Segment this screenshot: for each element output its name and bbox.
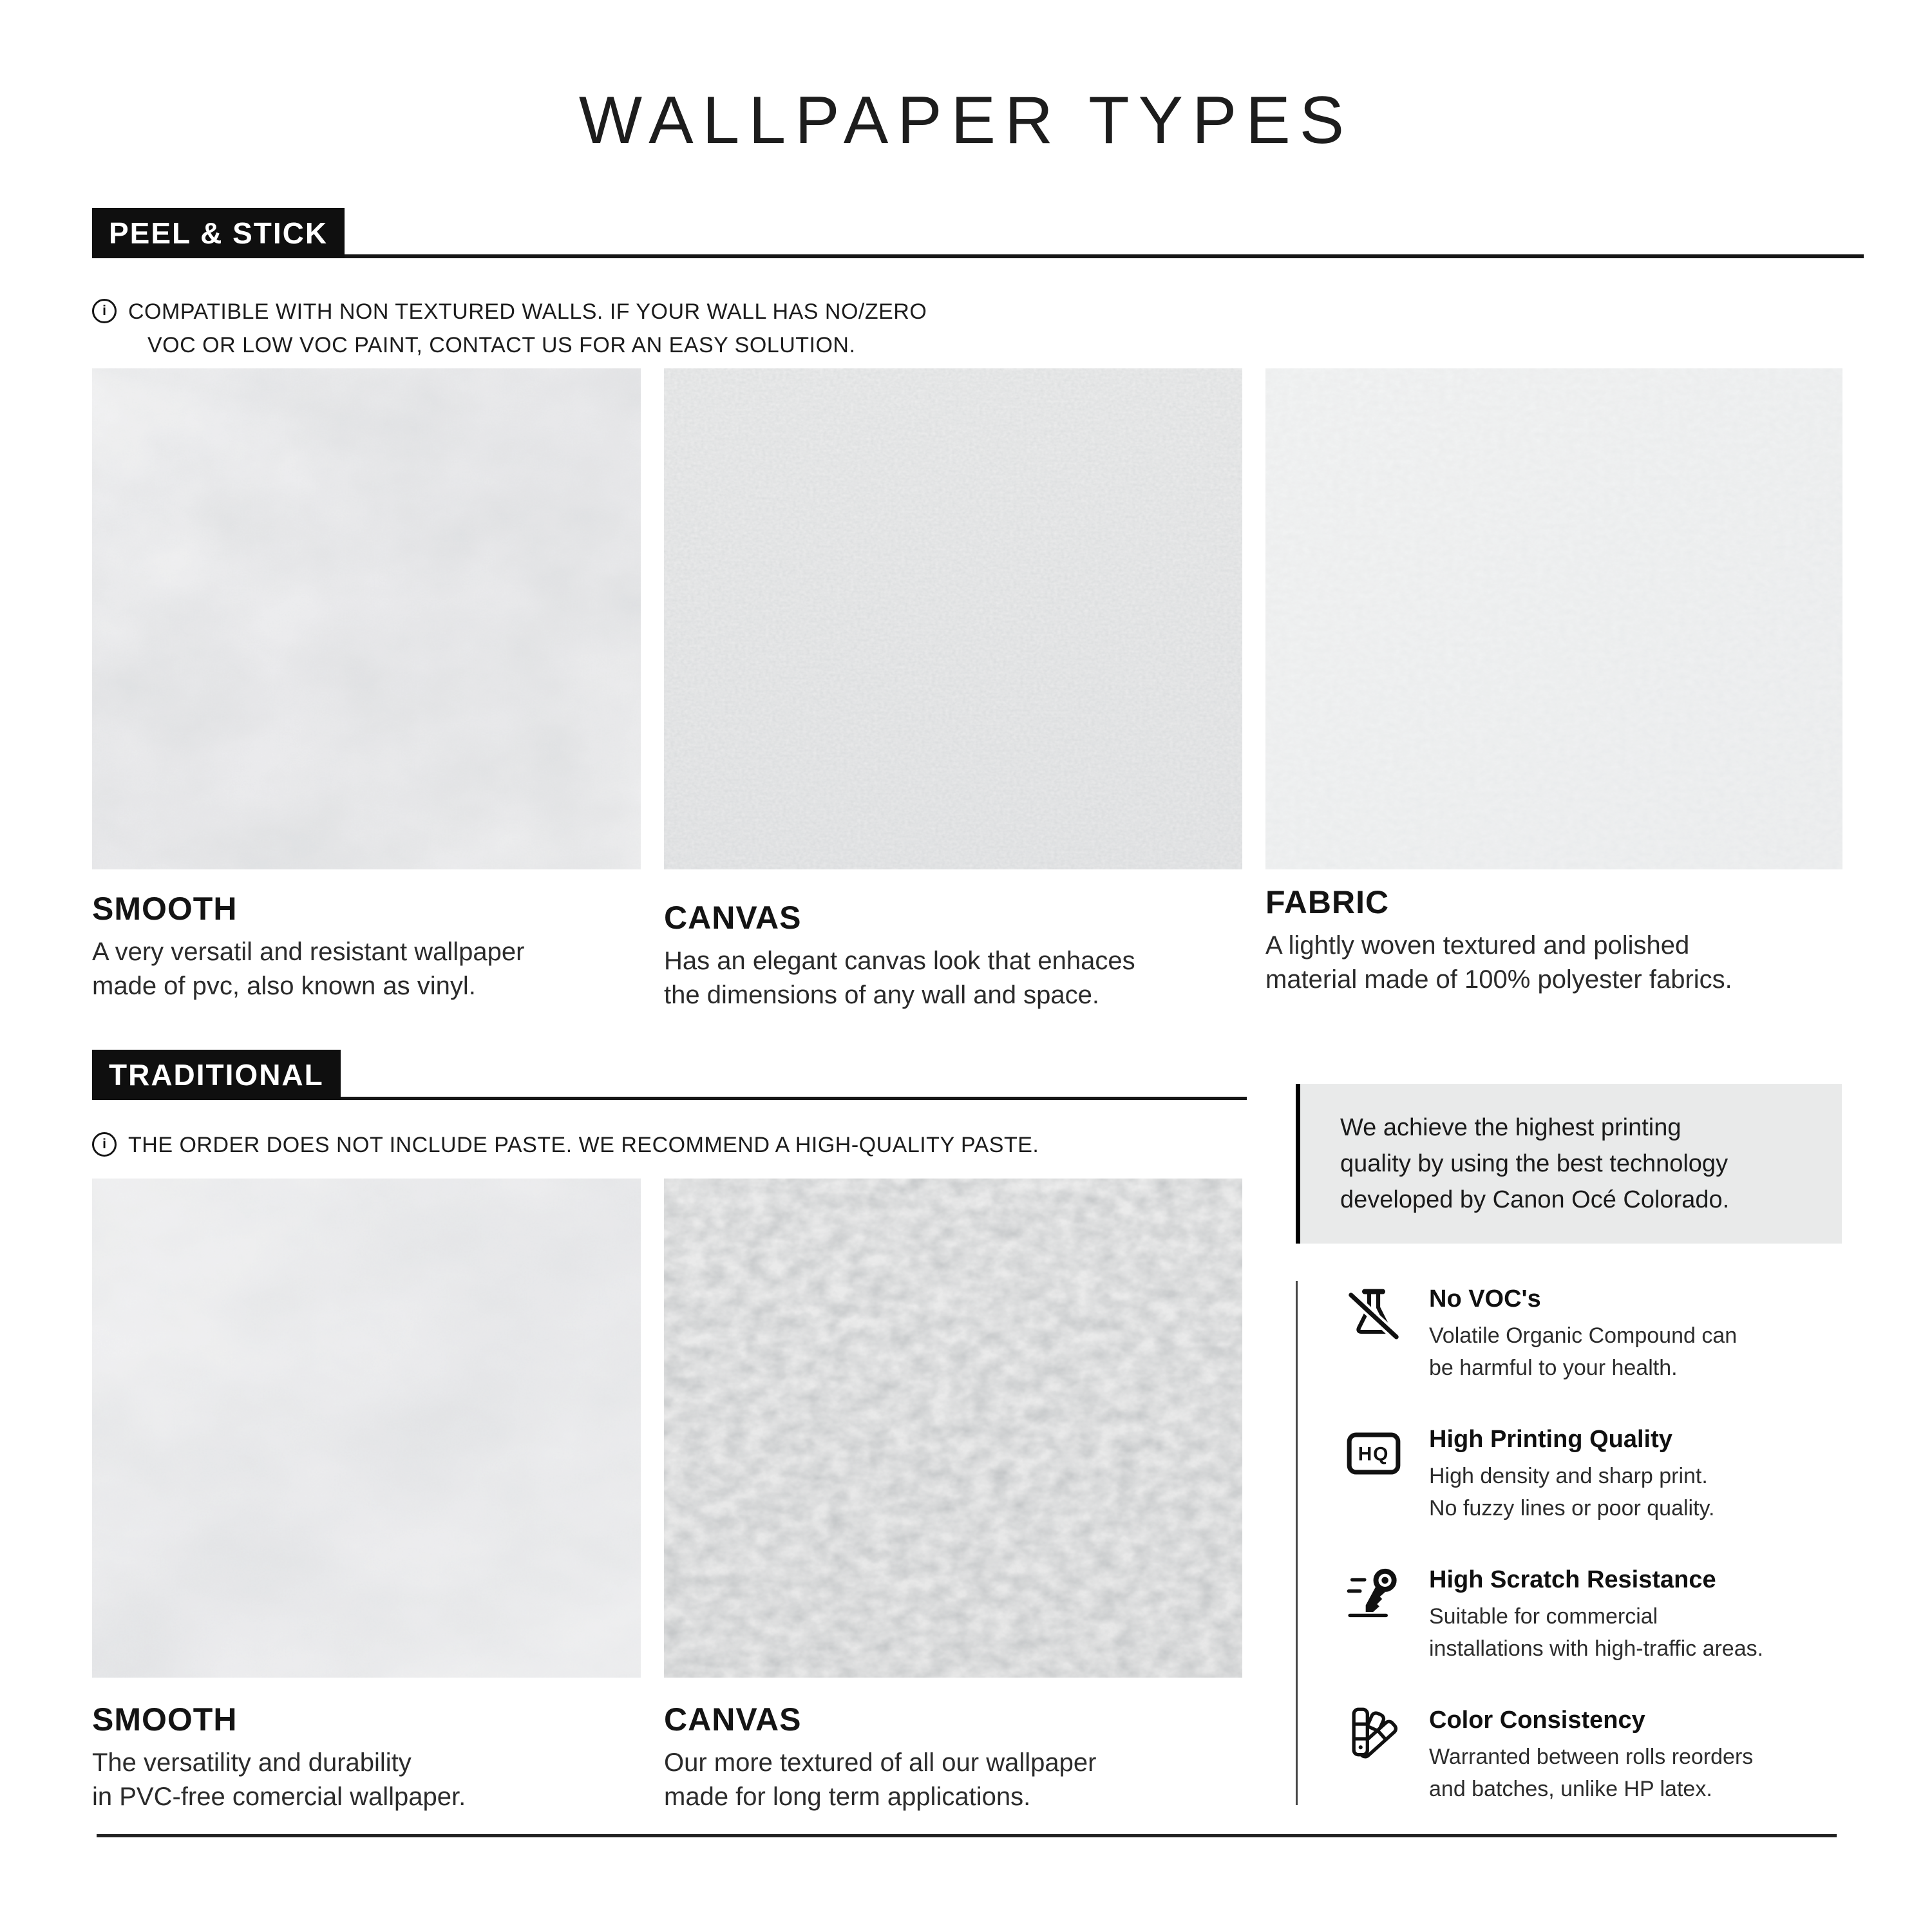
swatch-name: SMOOTH <box>92 891 238 927</box>
swatch-name: FABRIC <box>1265 884 1390 920</box>
desc-line: the dimensions of any wall and space. <box>664 981 1099 1009</box>
section-tag-peel-stick: PEEL & STICK <box>92 208 345 258</box>
note-line: COMPATIBLE WITH NON TEXTURED WALLS. IF YOUR WALL HAS NO/ZERO <box>128 299 927 324</box>
desc-line: The versatility and durability <box>92 1748 412 1777</box>
info-glyph: i <box>102 1137 106 1151</box>
info-icon <box>92 299 117 323</box>
swatch-label-smooth-peel <box>92 893 641 1012</box>
swatch-photo-canvas-peel <box>664 368 1242 869</box>
quality-line: developed by Canon Océ Colorado. <box>1340 1186 1730 1213</box>
info-glyph: i <box>102 303 106 318</box>
swatch-label-smooth-traditional <box>92 1703 641 1814</box>
note-peel-stick-text <box>128 295 927 362</box>
page-title: WALLPAPER TYPES <box>578 83 1354 158</box>
feature-list <box>1296 1281 1842 1805</box>
desc-line: be harmful to your health. <box>1429 1356 1678 1380</box>
feature-description <box>1429 1600 1763 1665</box>
note-traditional <box>92 1128 1039 1162</box>
feature-color-consistency <box>1345 1706 1842 1805</box>
swatch-name: CANVAS <box>664 900 802 936</box>
feature-description <box>1429 1460 1714 1524</box>
swatch-photo-fabric-peel <box>1265 368 1842 869</box>
swatch-name: SMOOTH <box>92 1701 238 1738</box>
swatch-photo-smooth-traditional <box>92 1179 641 1678</box>
desc-line: Our more textured of all our wallpaper <box>664 1748 1097 1777</box>
desc-line: Has an elegant canvas look that enhaces <box>664 947 1135 975</box>
feature-no-voc <box>1345 1285 1842 1384</box>
feature-title: High Printing Quality <box>1429 1426 1672 1453</box>
desc-line: material made of 100% polyester fabrics. <box>1265 965 1732 994</box>
desc-line: made of pvc, also known as vinyl. <box>92 972 476 1000</box>
swatch-photo-smooth-peel <box>92 368 641 869</box>
feature-text <box>1429 1425 1714 1524</box>
feature-text <box>1429 1706 1753 1805</box>
swatch-row-traditional <box>92 1179 1242 1678</box>
desc-line: Suitable for commercial <box>1429 1604 1658 1629</box>
labels-row-peel-stick <box>92 884 1842 1012</box>
section-tag-traditional: TRADITIONAL <box>92 1050 341 1100</box>
feature-title: Color Consistency <box>1429 1707 1645 1734</box>
note-line: VOC OR LOW VOC PAINT, CONTACT US FOR AN EASY SOLUTION. <box>147 333 856 357</box>
desc-line: No fuzzy lines or poor quality. <box>1429 1496 1715 1520</box>
swatch-description <box>92 935 641 1003</box>
feature-title: High Scratch Resistance <box>1429 1566 1716 1593</box>
desc-line: and batches, unlike HP latex. <box>1429 1777 1712 1801</box>
swatch-row-peel-stick <box>92 368 1842 869</box>
feature-high-scratch-resistance <box>1345 1566 1842 1665</box>
desc-line: made for long term applications. <box>664 1783 1031 1811</box>
swatch-label-fabric-peel <box>1265 886 1842 1012</box>
desc-line: A lightly woven textured and polished <box>1265 931 1690 960</box>
scratch-key-icon <box>1345 1566 1402 1622</box>
desc-line: in PVC-free comercial wallpaper. <box>92 1783 466 1811</box>
quality-line: We achieve the highest printing <box>1340 1114 1681 1141</box>
swatch-label-canvas-traditional <box>664 1703 1242 1814</box>
swatch-description <box>664 944 1242 1012</box>
quality-line: quality by using the best technology <box>1340 1150 1728 1177</box>
feature-description <box>1429 1741 1753 1805</box>
hq-badge-icon <box>1345 1425 1402 1482</box>
note-line: THE ORDER DOES NOT INCLUDE PASTE. WE RECOMMEND A HIGH-QUALITY PASTE. <box>128 1133 1039 1157</box>
no-voc-flask-icon <box>1345 1285 1402 1341</box>
info-icon <box>92 1132 117 1157</box>
hq-badge-text: HQ <box>1358 1443 1390 1465</box>
desc-line: Volatile Organic Compound can <box>1429 1323 1738 1348</box>
desc-line: High density and sharp print. <box>1429 1464 1708 1488</box>
section-rule-traditional <box>341 1097 1247 1100</box>
section-rule-peel-stick <box>345 254 1864 258</box>
swatch-description <box>92 1746 641 1814</box>
section-header-traditional <box>92 1050 1247 1100</box>
feature-text <box>1429 1566 1763 1665</box>
swatch-label-canvas-peel <box>664 902 1242 1012</box>
desc-line: Warranted between rolls reorders <box>1429 1745 1754 1769</box>
color-swatchbook-icon <box>1345 1706 1402 1763</box>
bottom-divider <box>97 1834 1837 1837</box>
swatch-name: CANVAS <box>664 1701 802 1738</box>
swatch-description <box>1265 929 1842 997</box>
desc-line: A very versatil and resistant wallpaper <box>92 938 525 966</box>
feature-high-printing-quality <box>1345 1425 1842 1524</box>
feature-text <box>1429 1285 1737 1384</box>
note-peel-stick <box>92 295 927 362</box>
swatch-description <box>664 1746 1242 1814</box>
swatch-photo-canvas-traditional <box>664 1179 1242 1678</box>
feature-title: No VOC's <box>1429 1285 1541 1312</box>
desc-line: installations with high-traffic areas. <box>1429 1636 1764 1661</box>
feature-description <box>1429 1320 1737 1384</box>
printing-quality-callout <box>1296 1084 1842 1244</box>
section-header-peel-stick <box>92 208 1864 258</box>
labels-row-traditional <box>92 1703 1242 1814</box>
note-traditional-text <box>128 1128 1039 1162</box>
